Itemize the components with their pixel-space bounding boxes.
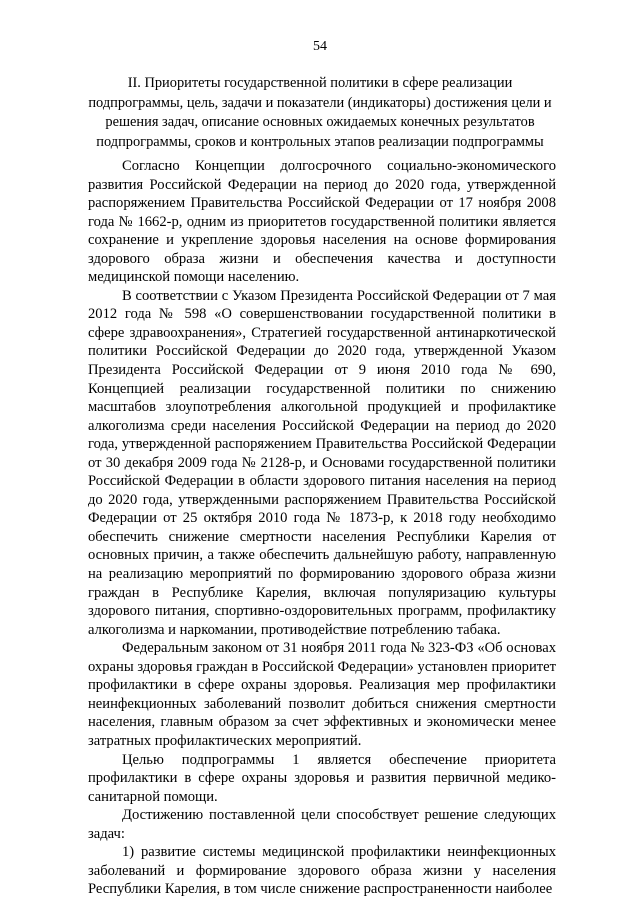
paragraph: В соответствии с Указом Президента Российской Федерации от 7 мая 2012 года № 598 «О совершенствовании государственной политики в сфере здравоохранения», Стратегией государственной антинаркотической политики Российской Федерации до 2020 года, утвержденной Указом Президента Российской Федерации от 9 июня 2010 года № 690, Концепцией реализации государственной политики по снижению масштабов злоупотребления алкогольной продукцией и профилактике алкоголизма среди населения Российской Федерации на период до 2020 года, утвержденной распоряжением Правительства Российской Федерации от 30 декабря 2009 года № 2128-р, и Основами государственной политики Российской Федерации в области здорового питания населения на период до 2020 года, утвержденными распоряжением Правительства Российской Федерации от 25 октября 2010 года № 1873-р, к 2018 году необходимо обеспечить снижение смертности населения Республики Карелия от основных причин, а также обеспечить дальнейшую работу, направленную на реализацию мероприятий по формированию здорового образа жизни граждан в Республике Карелия, включая популяризацию культуры здорового питания, спортивно-оздоровительных программ, профилактику алкоголизма и наркомании, противодействие потреблению табака. bbox=[88, 287, 556, 638]
document-body bbox=[88, 157, 556, 899]
paragraph: Целью подпрограммы 1 является обеспечение приоритета профилактики в сфере охраны здоровья и развития первичной медико-санитарной помощи. bbox=[88, 751, 556, 805]
paragraph: 1) развитие системы медицинской профилактики неинфекционных заболеваний и формирование здорового образа жизни у населения Республики Карелия, в том числе снижение распространенности наиболее bbox=[88, 844, 556, 898]
page-number: 54 bbox=[313, 39, 327, 54]
paragraph: Достижению поставленной цели способствует решение следующих задач: bbox=[88, 807, 556, 842]
section-title: II. Приоритеты государственной политики в сфере реализации подпрограммы, цель, задачи и показатели (индикаторы) достижения цели и решения задач, описание основных ожидаемых конечных результатов подпрограммы, сроков и контрольных этапов реализации подпрограммы bbox=[88, 75, 552, 150]
paragraph: Федеральным законом от 31 ноября 2011 года № 323-ФЗ «Об основах охраны здоровья граждан в Российской Федерации» установлен приоритет профилактики в сфере охраны здоровья. Реализация мер профилактики неинфекционных заболеваний позволит добиться снижения смертности населения, главным образом за счет эффективных и экономически менее затратных профилактических мероприятий. bbox=[88, 640, 556, 749]
paragraph: Согласно Концепции долгосрочного социально-экономического развития Российской Федерации на период до 2020 года, утвержденной распоряжением Правительства Российской Федерации от 17 ноября 2008 года № 1662-р, одним из приоритетов государственной политики является сохранение и укрепление здоровья населения на основе формирования здорового образа жизни и обеспечения качества и доступности медицинской помощи населению. bbox=[88, 158, 556, 286]
